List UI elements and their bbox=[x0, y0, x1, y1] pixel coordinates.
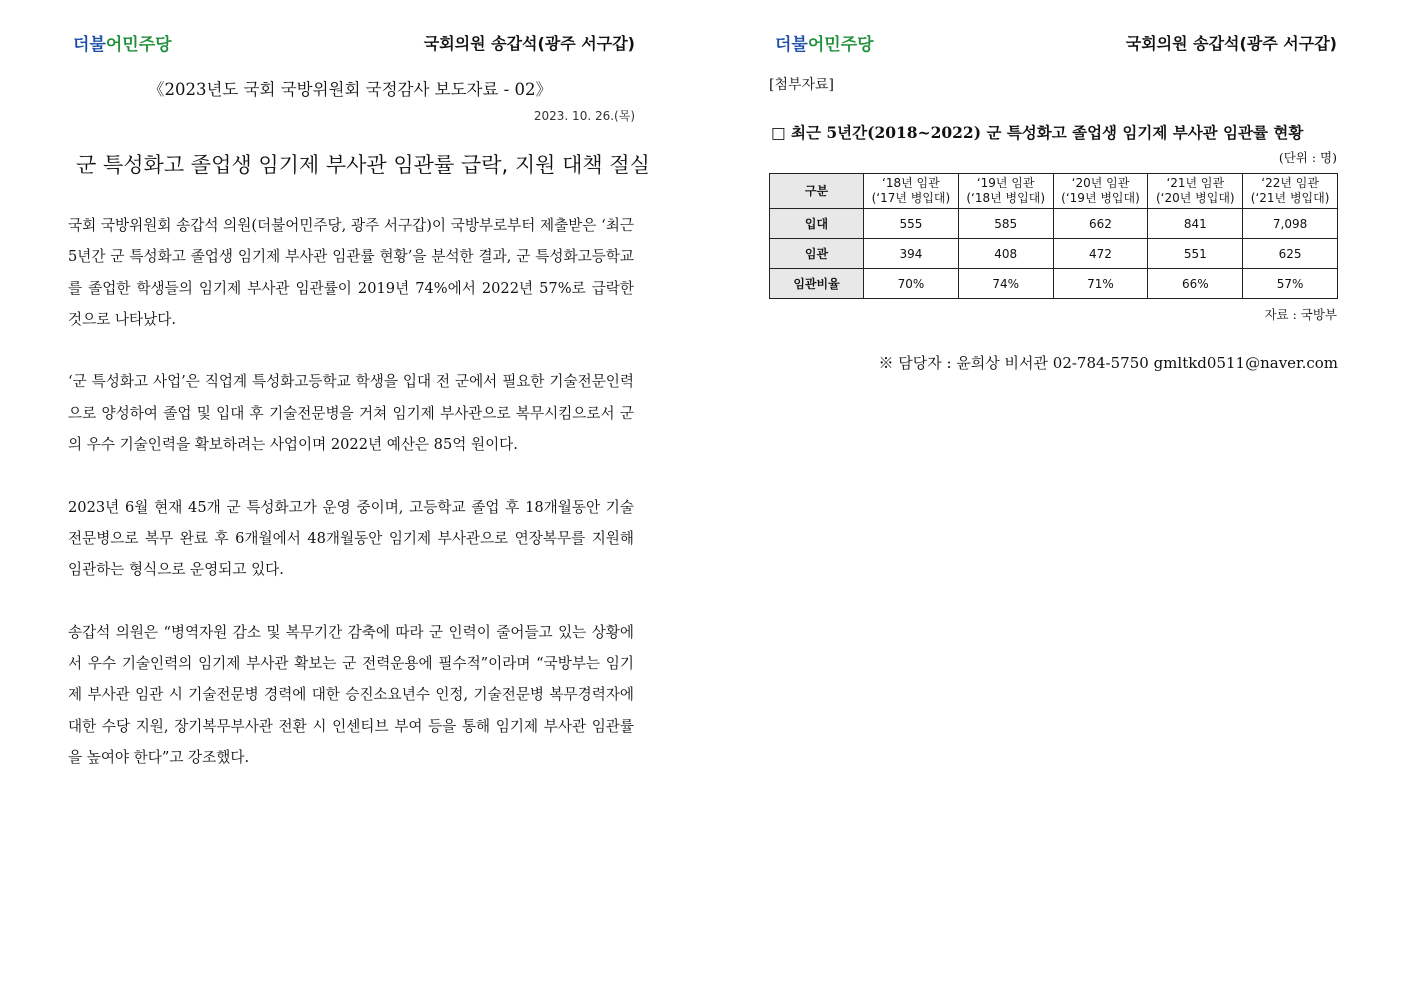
table-cell: 57% bbox=[1243, 269, 1338, 299]
logo-prefix: 더불 bbox=[775, 35, 808, 55]
table-cell: 662 bbox=[1053, 209, 1148, 239]
paragraph: 2023년 6월 현재 45개 군 특성화고가 운영 중이며, 고등학교 졸업 후 18개월동안 기술전문병으로 복무 완료 후 6개월에서 48개월동안 임기제 부사관으로 연장복무를 지원해 임관하는 형식으로 운영되고 있다. bbox=[68, 498, 634, 579]
paragraph: ‘군 특성화고 사업’은 직업계 특성화고등학교 학생을 입대 전 군에서 필요한 기술전문인력으로 양성하여 졸업 및 입대 후 기술전문병을 거쳐 임기제 부사관으로 복무시킴으로서 군의 우수 기술인력을 확보하려는 사업이며 2022년 예산은 85억 원이다. bbox=[68, 373, 634, 454]
table-cell: 625 bbox=[1243, 239, 1338, 269]
source-label: 자료 : 국방부 bbox=[1264, 307, 1337, 322]
column-enlist: (‘18년 병입대) bbox=[966, 191, 1046, 205]
table-cell: 841 bbox=[1148, 209, 1243, 239]
release-date: 2023. 10. 26.(목) bbox=[533, 109, 635, 123]
column-year: ‘20년 임관 bbox=[1071, 176, 1130, 190]
release-title: 《2023년도 국회 국방위원회 국정감사 보도자료 - 02》 bbox=[148, 80, 552, 99]
member-name: 국회의원 송갑석(광주 서구갑) bbox=[423, 34, 635, 53]
row-header: 임관 bbox=[770, 239, 864, 269]
logo-suffix: 어민주당 bbox=[807, 35, 874, 55]
column-year: ‘19년 임관 bbox=[976, 176, 1035, 190]
party-logo bbox=[775, 30, 874, 55]
column-header bbox=[1243, 174, 1338, 209]
row-header: 입대 bbox=[770, 209, 864, 239]
table-cell: 472 bbox=[1053, 239, 1148, 269]
logo-prefix: 더불 bbox=[73, 35, 106, 55]
corner-cell: 구분 bbox=[770, 174, 864, 209]
column-header bbox=[958, 174, 1053, 209]
attachment-label: [첨부자료] bbox=[769, 77, 835, 93]
column-header bbox=[864, 174, 959, 209]
column-year: ‘18년 임관 bbox=[882, 176, 940, 190]
column-enlist: (‘21년 병입대) bbox=[1250, 191, 1330, 205]
table-title: □ 최근 5년간(2018~2022) 군 특성화고 졸업생 임기제 부사관 임관률 현황 bbox=[771, 123, 1304, 142]
logo-suffix: 어민주당 bbox=[105, 35, 172, 55]
table-cell: 394 bbox=[864, 239, 959, 269]
article-body bbox=[68, 210, 634, 805]
paragraph: 국회 국방위원회 송갑석 의원(더불어민주당, 광주 서구갑)이 국방부로부터 제출받은 ‘최근 5년간 군 특성화고 졸업생 임기제 부사관 임관률 현황’을 분석한 결과, 군 특성화고등학교를 졸업한 학생들의 임기제 부사관 임관률이 2019년 74%에서 2022년 57%로 급락한 것으로 나타났다. bbox=[68, 217, 634, 328]
table-row bbox=[770, 239, 1338, 269]
table-cell: 551 bbox=[1148, 239, 1243, 269]
table-header-row bbox=[770, 174, 1338, 209]
contact-info: ※ 담당자 : 윤희상 비서관 02-784-5750 gmltkd0511@naver.com bbox=[878, 354, 1338, 372]
stats-table bbox=[769, 173, 1338, 299]
table-cell: 66% bbox=[1148, 269, 1243, 299]
table-row bbox=[770, 269, 1338, 299]
paragraph: 송갑석 의원은 “병역자원 감소 및 복무기간 감축에 따라 군 인력이 줄어들고 있는 상황에서 우수 기술인력의 임기제 부사관 확보는 군 전력운용에 필수적”이라며 “국방부는 임기제 부사관 임관 시 기술전문병 경력에 대한 승진소요년수 인정, 기술전문병 복무경력자에 대한 수당 지원, 장기복무부사관 전환 시 인센티브 부여 등을 통해 임기제 부사관 임관률을 높여야 한다”고 강조했다. bbox=[68, 623, 634, 767]
column-enlist: (‘20년 병입대) bbox=[1155, 191, 1235, 205]
table-cell: 74% bbox=[958, 269, 1053, 299]
party-logo bbox=[73, 30, 172, 55]
column-header bbox=[1148, 174, 1243, 209]
row-header: 임관비율 bbox=[770, 269, 864, 299]
table-cell: 408 bbox=[958, 239, 1053, 269]
table-cell: 71% bbox=[1053, 269, 1148, 299]
member-name: 국회의원 송갑석(광주 서구갑) bbox=[1125, 34, 1337, 53]
table-cell: 555 bbox=[864, 209, 959, 239]
left-page bbox=[0, 0, 701, 992]
column-year: ‘21년 임관 bbox=[1166, 176, 1225, 190]
unit-label: (단위 : 명) bbox=[1278, 150, 1337, 165]
column-enlist: (‘17년 병입대) bbox=[871, 191, 951, 205]
column-enlist: (‘19년 병입대) bbox=[1061, 191, 1140, 205]
table-cell: 70% bbox=[864, 269, 959, 299]
headline: 군 특성화고 졸업생 임기제 부사관 임관률 급락, 지원 대책 절실 bbox=[76, 153, 650, 177]
column-year: ‘22년 임관 bbox=[1261, 176, 1319, 190]
table-row bbox=[770, 209, 1338, 239]
table-cell: 7,098 bbox=[1243, 209, 1338, 239]
table-cell: 585 bbox=[958, 209, 1053, 239]
column-header bbox=[1053, 174, 1148, 209]
